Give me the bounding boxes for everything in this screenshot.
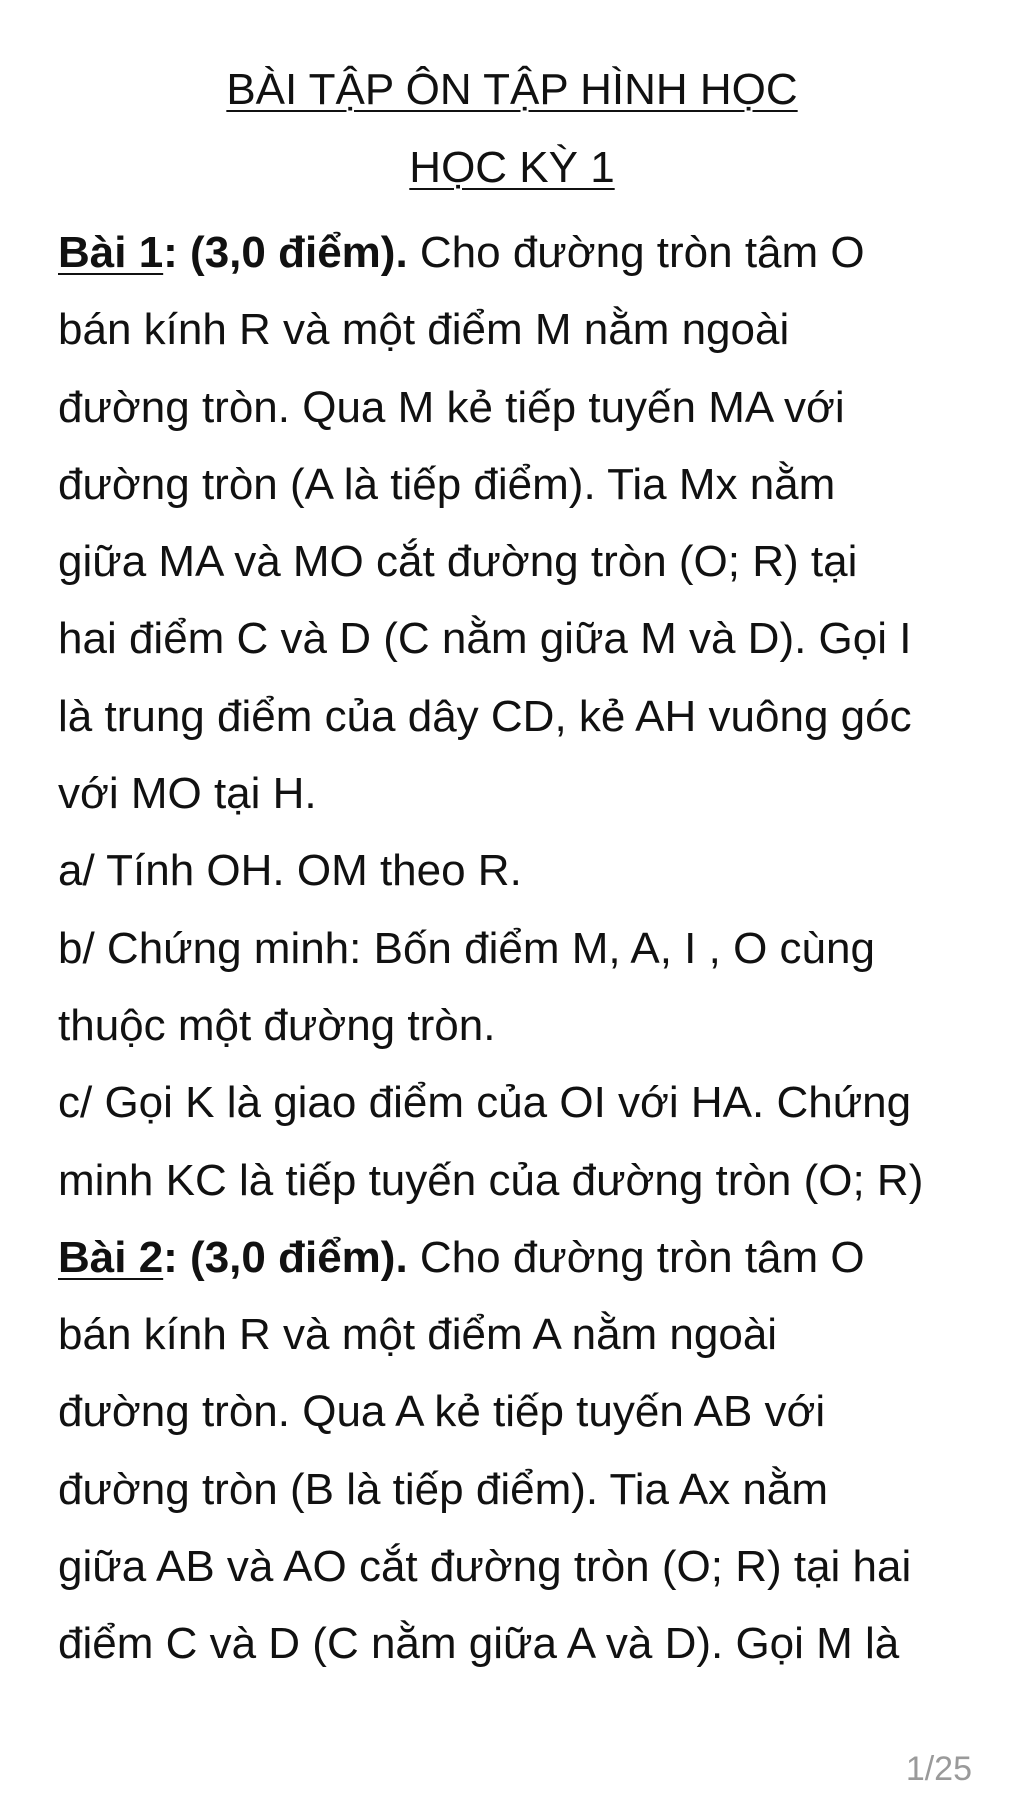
problem-1-part-c: c/ Gọi K là giao điểm của OI với HA. Chứng [58, 1078, 912, 1128]
problem-1-number: Bài 1 [58, 228, 164, 277]
problem-2-text-line: giữa AB và AO cắt đường tròn (O; R) tại hai [58, 1542, 912, 1592]
problem-2-text-line: đường tròn. Qua A kẻ tiếp tuyến AB với [58, 1387, 826, 1437]
problem-2-text-line: Cho đường tròn tâm O [407, 1232, 865, 1282]
problem-2-label [58, 1233, 408, 1282]
problem-1-heading-line [58, 214, 998, 291]
problem-2-text-line: điểm C và D (C nằm giữa A và D). Gọi M là [58, 1619, 900, 1669]
problem-1-text-line: đường tròn (A là tiếp điểm). Tia Mx nằm [58, 459, 836, 509]
problem-1-text-line: bán kính R và một điểm M nằm ngoài [58, 305, 790, 355]
problem-2-text-line: bán kính R và một điểm A nằm ngoài [58, 1310, 778, 1360]
problem-2-points: : (3,0 điểm). [163, 1232, 408, 1282]
problem-1-part-c-cont: minh KC là tiếp tuyến của đường tròn (O; R) [58, 1155, 924, 1205]
problem-1-part-b: b/ Chứng minh: Bốn điểm M, A, I , O cùng [58, 923, 875, 973]
problem-1-text-line: giữa MA và MO cắt đường tròn (O; R) tại [58, 537, 858, 587]
document-subtitle: HỌC KỲ 1 [409, 143, 615, 192]
problem-1-text-line: Cho đường tròn tâm O [407, 228, 865, 277]
problem-1-text-line: với MO tại H. [58, 769, 317, 819]
problem-1-label [58, 228, 408, 277]
page-indicator: 1/25 [905, 1750, 972, 1788]
problem-1-part-b-cont: thuộc một đường tròn. [58, 1000, 496, 1050]
problem-1-part-a: a/ Tính OH. OM theo R. [58, 846, 522, 896]
problem-1-points: : (3,0 điểm). [163, 228, 408, 277]
document-body [58, 214, 998, 1683]
problem-2-number: Bài 2 [58, 1232, 164, 1282]
problem-1-text-line: là trung điểm của dây CD, kẻ AH vuông góc [58, 691, 912, 741]
problem-1-text-line: đường tròn. Qua M kẻ tiếp tuyến MA với [58, 382, 845, 432]
problem-1-text-line: hai điểm C và D (C nằm giữa M và D). Gọi I [58, 614, 912, 664]
document-title: BÀI TẬP ÔN TẬP HÌNH HỌC [226, 65, 798, 114]
problem-2-heading-line [58, 1219, 998, 1296]
problem-2-text-line: đường tròn (B là tiếp điểm). Tia Ax nằm [58, 1464, 828, 1514]
